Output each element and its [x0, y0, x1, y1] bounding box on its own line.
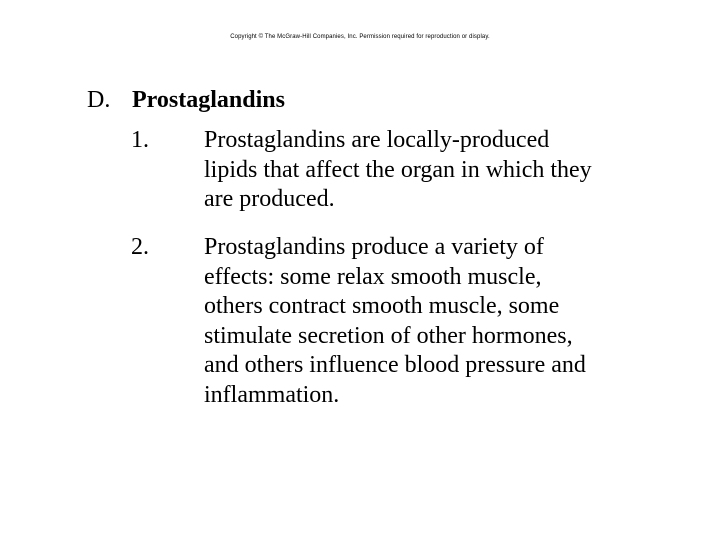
text-line: others contract smooth muscle, some	[204, 293, 560, 319]
text-line: are produced.	[204, 186, 335, 212]
section-heading	[87, 84, 285, 116]
text-line: Prostaglandins are locally-produced	[204, 127, 550, 153]
list-item-text	[204, 233, 704, 410]
list-item-number: 2.	[131, 234, 149, 260]
section-letter: D.	[87, 87, 111, 113]
text-line: stimulate secretion of other hormones,	[204, 322, 573, 349]
text-line: Prostaglandins produce a variety of	[204, 234, 544, 260]
list-item-text	[204, 126, 704, 215]
list-item-number: 1.	[131, 127, 149, 153]
section-title: Prostaglandins	[132, 87, 285, 113]
text-line: lipids that affect the organ in which they	[204, 156, 592, 183]
text-line: inflammation.	[204, 381, 340, 408]
copyright-notice: Copyright © The McGraw-Hill Companies, Inc. Permission required for reproduction or display.	[230, 34, 490, 40]
text-line: and others influence blood pressure and	[204, 352, 586, 378]
text-line: effects: some relax smooth muscle,	[204, 263, 542, 290]
